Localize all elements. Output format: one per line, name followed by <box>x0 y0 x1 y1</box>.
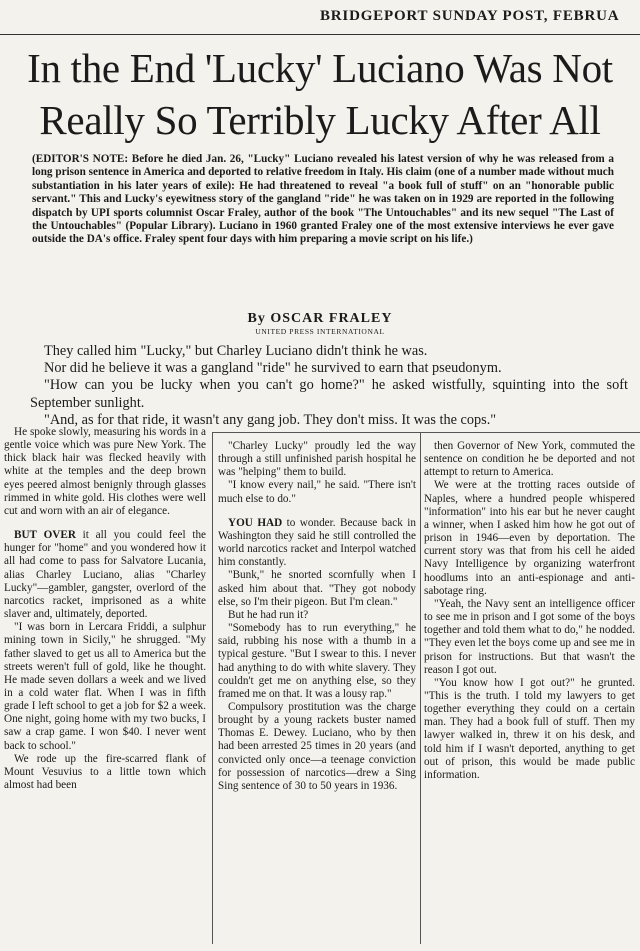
body-paragraph <box>218 517 416 570</box>
body-paragraph: He spoke slowly, measuring his words in a gentle voice which was pure New York. The thick black hair was flecked heavily with white at the temples and the deep brown eyes peered almost benignly through glasses rimmed in white gold. His clothes were well cut and worn with an air of elegance. <box>4 426 206 517</box>
headline-line-1: In the End 'Lucky' Luciano Was Not <box>27 45 613 91</box>
body-paragraph: "Bunk," he snorted scornfully when I asked him about that. "They got nobody else, so I'm their pigeon. But I'm clean." <box>218 569 416 608</box>
column-2 <box>218 440 416 793</box>
body-paragraph: "Yeah, the Navy sent an intelligence officer to see me in prison and I got some of the boys together and told them what to do," he nodded. "They even let the boys come up and see me in prison for instructions. But that wasn't the reason I got out. <box>424 597 635 676</box>
paragraph-lede: YOU HAD <box>228 516 283 529</box>
body-paragraph: But he had run it? <box>228 608 309 621</box>
body-paragraph: "You know how I got out?" he grunted. "This is the truth. I told my lawyers to get together everything they could on a certain man. They had a book full of stuff. Then my lawyer walked in, threw it on his desk, and told him if I wasn't deported, anything to get out of prison, this would be made public information. <box>424 676 635 781</box>
body-paragraph: "Charley Lucky" proudly led the way through a still unfinished parish hospital he was "helping" them to build. <box>218 440 416 479</box>
paragraph-text: it all you could feel the hunger for "home" and you wondered how it all had come to pass for Salvatore Lucania, alias Charley Luciano, alias "Charley Lucky"—gambler, gangster, overlord of the narcotics racket, imprisoned as a white slaver and, ultimately, deported. <box>4 529 207 621</box>
body-paragraph: "Somebody has to run everything," he said, rubbing his nose with a thumb in a typical gesture. "But I swear to this. I never had anything to do with white slavery. They couldn't get me on anything else, so they framed me on that. It was a lousy rap." <box>218 622 416 700</box>
paragraph-text: to wonder. Because back in Washington they said he still controlled the world narcotics racket and Interpol watched him constantly. <box>218 516 416 569</box>
top-rule <box>0 34 640 35</box>
agency-credit: UNITED PRESS INTERNATIONAL <box>255 327 385 336</box>
lead-paragraph: Nor did he believe it was a gangland "ride" he survived to earn that pseudonym. <box>44 360 502 377</box>
column-box-rule <box>212 432 640 433</box>
masthead: BRIDGEPORT SUNDAY POST, FEBRUA <box>320 8 620 24</box>
body-paragraph <box>4 529 206 621</box>
paragraph-lede: BUT OVER <box>14 529 76 542</box>
lead-paragraph: "How can you be lucky when you can't go home?" he asked wistfully, squinting into the soft September sunlight. <box>30 377 628 411</box>
lead-paragraph: They called him "Lucky," but Charley Luciano didn't think he was. <box>44 343 428 359</box>
body-paragraph: Compulsory prostitution was the charge brought by a young rackets buster named Thomas E. Dewey. Luciano, who by then had been arrested 25 times in 20 years (and convicted only once—a teenage conviction for possession of narcotics—drew a Sing Sing sentence of 30 to 50 years in 1936. <box>218 700 416 792</box>
column-1 <box>4 426 206 792</box>
headline-line-2: Really So Terribly Lucky After All <box>39 97 601 143</box>
body-paragraph: "I was born in Lercara Friddi, a sulphur mining town in Sicily," he shrugged. "My father slaved to get us all to America but the streets weren't full of gold, like he thought. He made seven dollars a week and we lived in a cold water flat. When I was in fifth grade I left school to get a job for $2 a week. One night, going home with my two bucks, I saw a crap game. I won $40. I never went back to school." <box>4 621 206 752</box>
column-3 <box>424 440 635 782</box>
editor-note: (EDITOR'S NOTE: Before he died Jan. 26, "Lucky" Luciano revealed his latest version of why he was released from a long prison sentence in America and deported to relative freedom in Italy. His claim (one of a number made without much substantiation in his later years of exile): He had threatened to reveal "a book full of stuff" on an "honorable public servant." This and Lucky's eyewitness story of the gangland "ride" he was taken on in 1929 are reported in the following dispatch by UPI sports columnist Oscar Fraley, author of the book "The Untouchables" and its new sequel "The Last of the Untouchables" (Popular Library). Luciano in 1960 granted Fraley one of the most extensive interviews he ever gave outside the DA's office. Fraley spent four days with him preparing a movie script on his life.) <box>32 153 614 246</box>
body-paragraph: "I know every nail," he said. "There isn't much else to do." <box>218 479 416 505</box>
headline <box>0 42 640 146</box>
body-paragraph: then Governor of New York, commuted the sentence on condition he be deported and not attempt to return to America. <box>424 440 635 479</box>
lead-paragraph: "And, as for that ride, it wasn't any gang job. They don't miss. It was the cops." <box>44 411 497 428</box>
body-paragraph: We rode up the fire-scarred flank of Mount Vesuvius to a little town which almost had been <box>4 752 206 792</box>
body-paragraph: We were at the trotting races outside of Naples, where a hundred people whispered "information" into his ear but he never caught a winner, when I asked him how he got out of prison in 1946—even by deportation. The current story was that from his cell he aided Navy Intelligence by organizing waterfront hoodlums into an anti-espionage and anti-sabotage ring. <box>424 479 635 597</box>
byline: By OSCAR FRALEY <box>247 311 393 326</box>
column-divider <box>212 432 213 944</box>
column-divider <box>420 432 421 944</box>
lead-paragraphs <box>30 343 628 429</box>
